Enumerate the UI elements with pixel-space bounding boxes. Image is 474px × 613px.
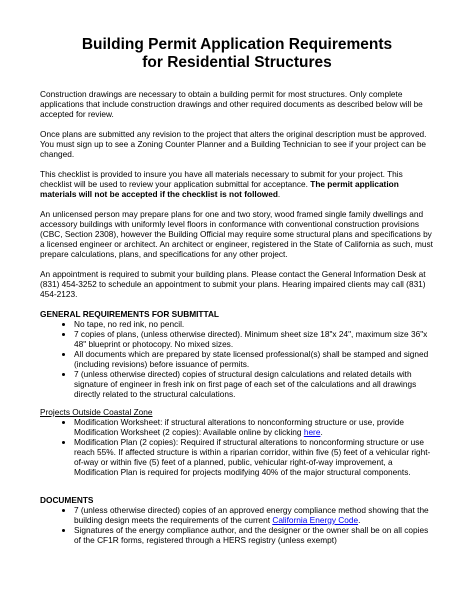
page-title-line-1: Building Permit Application Requirements (81, 36, 393, 53)
list-item: • Modification Plan (2 copies): Required if structural alterations to nonconforming structure or use reach 55%. If affected structure is within a riparian corridor, within five (5) feet of a vehicular right-of-way or within five (5) feet of a planned, public, vehicular right-of-way improvement, a Modification Plan is required for projects modifying 40% of the major structural components. (74, 437, 434, 477)
general-requirements-list (40, 319, 434, 399)
checklist-warning: The permit application materials will not be accepted if the checklist is not followed (40, 179, 399, 199)
list-item: • 7 copies of plans, (unless otherwise directed). Minimum sheet size 18"x 24", maximum size 36"x 48" blueprint or photocopy. No mixed sizes. (74, 329, 434, 349)
appointment-paragraph: An appointment is required to submit your building plans. Please contact the General Information Desk at (831) 454-3252 to schedule an appointment to submit your plans. Hearing impaired clients may call (831) 454-2123. (40, 269, 426, 299)
coastal-zone-list (40, 417, 434, 477)
here-link[interactable]: here (303, 427, 321, 437)
checklist-text: This checklist is provided to insure you have all materials necessary to submit for your project. This checklist will be used to review your application submittal for acceptance. (40, 169, 403, 189)
list-item (74, 505, 434, 525)
coastal-zone-heading: Projects Outside Coastal Zone (40, 407, 153, 417)
documents-heading: DOCUMENTS (40, 495, 94, 505)
list-item: • All documents which are prepared by state licensed professional(s) shall be stamped and signed (including revisions) before issuance of permits. (74, 349, 434, 369)
checklist-paragraph (40, 169, 434, 199)
revision-paragraph: Once plans are submitted any revision to the project that alters the original description must be approved. You must sign up to see a Zoning Counter Planner and a Building Technician to see if your project can be changed. (40, 129, 427, 159)
checklist-end: . (277, 189, 281, 199)
list-item: • 7 (unless otherwise directed) copies of structural design calculations and related details with signature of engineer in fresh ink on first page of each set of the calculations and all drawings directly related to the structural calculations. (74, 369, 434, 399)
list-item (74, 417, 434, 437)
unlicensed-paragraph: An unlicensed person may prepare plans for one and two story, wood framed single family dwellings and accessory buildings with uniformly level floors in conformance with conventional construction provisions (CBC, Section 2308), however the Building Official may require some structural plans and specifications by a licensed engineer or architect. An architect or engineer, registered in the State of California as such, must prepare calculations, plans, and specifications for any other project. (40, 209, 433, 259)
list-item: • Signatures of the energy compliance author, and the designer or the owner shall be on all copies of the CF1R forms, registered through a HERS registry (unless exempt) (74, 525, 434, 545)
modification-worksheet-end: . (320, 427, 323, 437)
page-title-line-2: for Residential Structures (142, 54, 332, 71)
california-energy-code-link[interactable]: California Energy Code (272, 515, 359, 525)
general-requirements-heading: GENERAL REQUIREMENTS FOR SUBMITTAL (40, 309, 219, 319)
documents-list (40, 505, 434, 545)
modification-worksheet-text: Modification Worksheet: if structural alterations to nonconforming structure or use, provide Modification Worksheet (2 copies): Available online by clicking (74, 417, 405, 437)
list-item: • No tape, no red ink, no pencil. (74, 319, 434, 329)
intro-paragraph: Construction drawings are necessary to obtain a building permit for most structures. Only complete applications that include construction drawings and other required documents as described below will be accepted for review. (40, 89, 423, 119)
page-title (40, 36, 434, 72)
energy-compliance-text: 7 (unless otherwise directed) copies of an approved energy compliance method showing that the building design meets the requirements of the current (74, 505, 429, 525)
energy-compliance-end: . (358, 515, 361, 525)
